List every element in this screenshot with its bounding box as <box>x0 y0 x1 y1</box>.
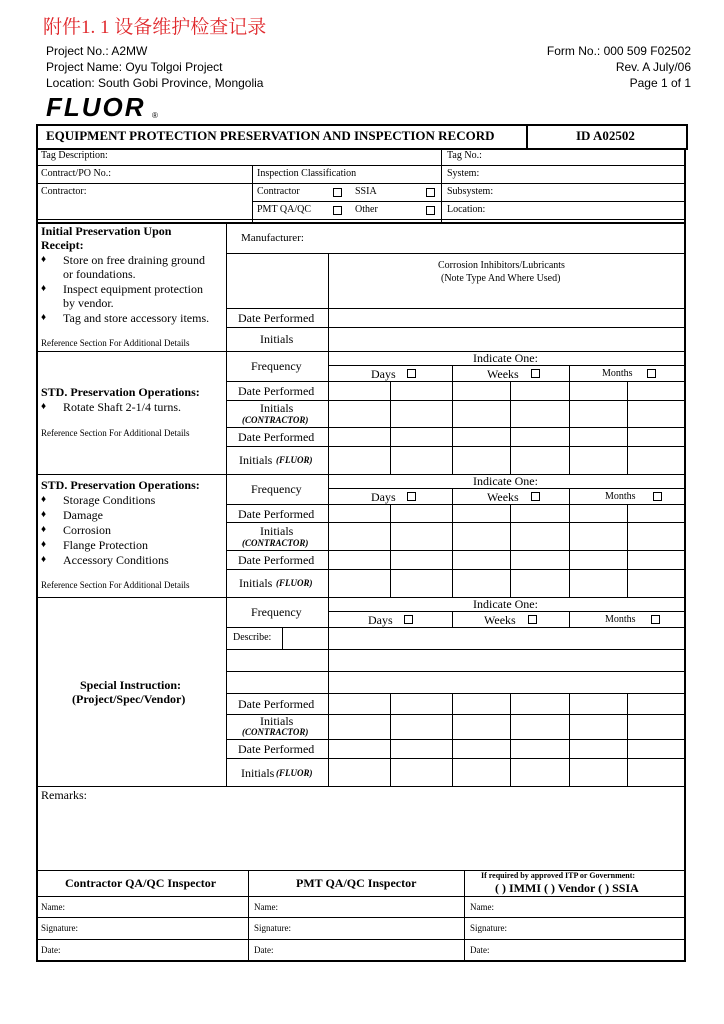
s1-title-line2: Receipt: <box>41 238 84 252</box>
inspection-classification-label: Inspection Classification <box>257 168 357 179</box>
s4-indicate-one-label: Indicate One: <box>473 597 538 611</box>
bullet-icon: ♦ <box>41 254 47 265</box>
contractor-name-label: Name: <box>41 902 65 912</box>
s4-months-checkbox[interactable] <box>651 615 660 624</box>
remarks-label: Remarks: <box>41 788 87 802</box>
s1-bullet-1b: or foundations. <box>63 267 136 281</box>
form-no: Form No.: 000 509 F02502 <box>546 44 691 58</box>
other-checkbox[interactable] <box>426 206 435 215</box>
s4-title-line2: (Project/Spec/Vendor) <box>72 692 186 706</box>
s2-title: STD. Preservation Operations: <box>41 385 200 399</box>
describe-label: Describe: <box>233 632 272 643</box>
s4-contractor-tag: (CONTRACTOR) <box>242 727 309 737</box>
bullet-icon: ♦ <box>41 524 47 535</box>
s3-weeks-checkbox[interactable] <box>531 492 540 501</box>
s3-bullet-1: Storage Conditions <box>63 493 156 507</box>
s3-days-label: Days <box>371 490 396 504</box>
attachment-title: 附件1. 1 设备维护检查记录 <box>43 17 267 38</box>
s1-bullet-2b: by vendor. <box>63 296 114 310</box>
s4-weeks-checkbox[interactable] <box>528 615 537 624</box>
s3-months-label: Months <box>605 491 636 502</box>
s2-fluor-tag: (FLUOR) <box>276 455 313 465</box>
system-label: System: <box>447 168 480 179</box>
revision: Rev. A July/06 <box>615 60 691 74</box>
pmt-qaqc-option-label: PMT QA/QC <box>257 204 311 215</box>
project-location: Location: South Gobi Province, Mongolia <box>46 76 264 90</box>
s3-frequency-label: Frequency <box>251 482 302 496</box>
s3-months-checkbox[interactable] <box>653 492 662 501</box>
s4-days-checkbox[interactable] <box>404 615 413 624</box>
s1-initials-label: Initials <box>260 332 294 346</box>
bullet-icon: ♦ <box>41 539 47 550</box>
pmt-date-label: Date: <box>254 945 274 955</box>
s1-title-line1: Initial Preservation Upon <box>41 224 172 238</box>
s4-initials-fluor-label: Initials <box>241 766 275 780</box>
bullet-icon: ♦ <box>41 283 47 294</box>
form-id: ID A02502 <box>576 128 635 143</box>
other-option-label: Other <box>355 204 378 215</box>
tag-description-label: Tag Description: <box>41 150 108 161</box>
s4-date-performed-1-label: Date Performed <box>238 697 315 711</box>
s2-date-performed-2-label: Date Performed <box>238 430 315 444</box>
subsystem-label: Subsystem: <box>447 186 494 197</box>
pmt-qaqc-checkbox[interactable] <box>333 206 342 215</box>
s3-fluor-tag: (FLUOR) <box>276 578 313 588</box>
logo-registered-mark: ® <box>152 111 158 120</box>
s2-months-checkbox[interactable] <box>647 369 656 378</box>
s3-bullet-3: Corrosion <box>63 523 111 537</box>
s3-days-checkbox[interactable] <box>407 492 416 501</box>
s2-days-checkbox[interactable] <box>407 369 416 378</box>
s2-contractor-tag: (CONTRACTOR) <box>242 415 309 425</box>
page-number: Page 1 of 1 <box>629 76 691 90</box>
manufacturer-label: Manufacturer: <box>241 232 304 244</box>
s4-fluor-tag: (FLUOR) <box>276 768 313 778</box>
itp-options: ( ) IMMI ( ) Vendor ( ) SSIA <box>495 881 639 895</box>
s2-days-label: Days <box>371 367 396 381</box>
project-name: Project Name: Oyu Tolgoi Project <box>46 60 223 74</box>
contractor-signature-label: Signature: <box>41 923 78 933</box>
contract-po-label: Contract/PO No.: <box>41 168 111 179</box>
s4-frequency-label: Frequency <box>251 605 302 619</box>
contractor-inspector-header: Contractor QA/QC Inspector <box>65 876 217 890</box>
tag-no-label: Tag No.: <box>447 150 482 161</box>
contractor-date-label: Date: <box>41 945 61 955</box>
corrosion-inhibitors-label: Corrosion Inhibitors/Lubricants <box>438 260 565 271</box>
s2-reference: Reference Section For Additional Details <box>41 428 190 438</box>
s4-weeks-label: Weeks <box>484 613 516 627</box>
s2-date-performed-1-label: Date Performed <box>238 384 315 398</box>
form-title: EQUIPMENT PROTECTION PRESERVATION AND INSPECTION RECORD <box>46 128 495 143</box>
corrosion-note-label: (Note Type And Where Used) <box>441 273 561 284</box>
pmt-signature-label: Signature: <box>254 923 291 933</box>
fluor-logo: FLUOR <box>46 92 146 122</box>
s3-date-performed-1-label: Date Performed <box>238 507 315 521</box>
itp-name-label: Name: <box>470 902 494 912</box>
bullet-icon: ♦ <box>41 494 47 505</box>
contractor-option-label: Contractor <box>257 186 300 197</box>
s3-bullet-5: Accessory Conditions <box>63 553 169 567</box>
s1-bullet-2a: Inspect equipment protection <box>63 282 203 296</box>
s1-reference: Reference Section For Additional Details <box>41 338 190 348</box>
contractor-checkbox[interactable] <box>333 188 342 197</box>
s2-bullet-1: Rotate Shaft 2-1/4 turns. <box>63 400 181 414</box>
contractor-label: Contractor: <box>41 186 87 197</box>
s1-bullet-1a: Store on free draining ground <box>63 253 205 267</box>
itp-date-label: Date: <box>470 945 490 955</box>
s1-date-performed-label: Date Performed <box>238 311 315 325</box>
s3-bullet-4: Flange Protection <box>63 538 148 552</box>
pmt-name-label: Name: <box>254 902 278 912</box>
s3-title: STD. Preservation Operations: <box>41 478 200 492</box>
s4-months-label: Months <box>605 614 636 625</box>
ssia-checkbox[interactable] <box>426 188 435 197</box>
bullet-icon: ♦ <box>41 312 47 323</box>
s2-initials-contractor-label: Initials <box>260 401 294 415</box>
itp-signature-label: Signature: <box>470 923 507 933</box>
s3-contractor-tag: (CONTRACTOR) <box>242 538 309 548</box>
s4-initials-contractor-label: Initials <box>260 714 294 728</box>
itp-requirement-note: If required by approved ITP or Government: <box>481 871 636 880</box>
s4-title-line1: Special Instruction: <box>80 678 182 692</box>
project-no: Project No.: A2MW <box>46 44 148 58</box>
s3-indicate-one-label: Indicate One: <box>473 474 538 488</box>
s3-bullet-2: Damage <box>63 508 103 522</box>
bullet-icon: ♦ <box>41 401 47 412</box>
location-label: Location: <box>447 204 486 215</box>
s4-days-label: Days <box>368 613 393 627</box>
s2-initials-fluor-label: Initials <box>239 453 273 467</box>
s3-reference: Reference Section For Additional Details <box>41 580 190 590</box>
bullet-icon: ♦ <box>41 509 47 520</box>
s2-months-label: Months <box>602 368 633 379</box>
s3-initials-contractor-label: Initials <box>260 524 294 538</box>
pmt-inspector-header: PMT QA/QC Inspector <box>296 876 417 890</box>
s3-weeks-label: Weeks <box>487 490 519 504</box>
ssia-option-label: SSIA <box>355 186 377 197</box>
s2-weeks-checkbox[interactable] <box>531 369 540 378</box>
s2-frequency-label: Frequency <box>251 359 302 373</box>
s3-date-performed-2-label: Date Performed <box>238 553 315 567</box>
remarks-area[interactable] <box>38 802 684 868</box>
s2-indicate-one-label: Indicate One: <box>473 351 538 365</box>
s4-date-performed-2-label: Date Performed <box>238 742 315 756</box>
s3-initials-fluor-label: Initials <box>239 576 273 590</box>
s1-bullet-3: Tag and store accessory items. <box>63 311 210 325</box>
bullet-icon: ♦ <box>41 554 47 565</box>
s2-weeks-label: Weeks <box>487 367 519 381</box>
